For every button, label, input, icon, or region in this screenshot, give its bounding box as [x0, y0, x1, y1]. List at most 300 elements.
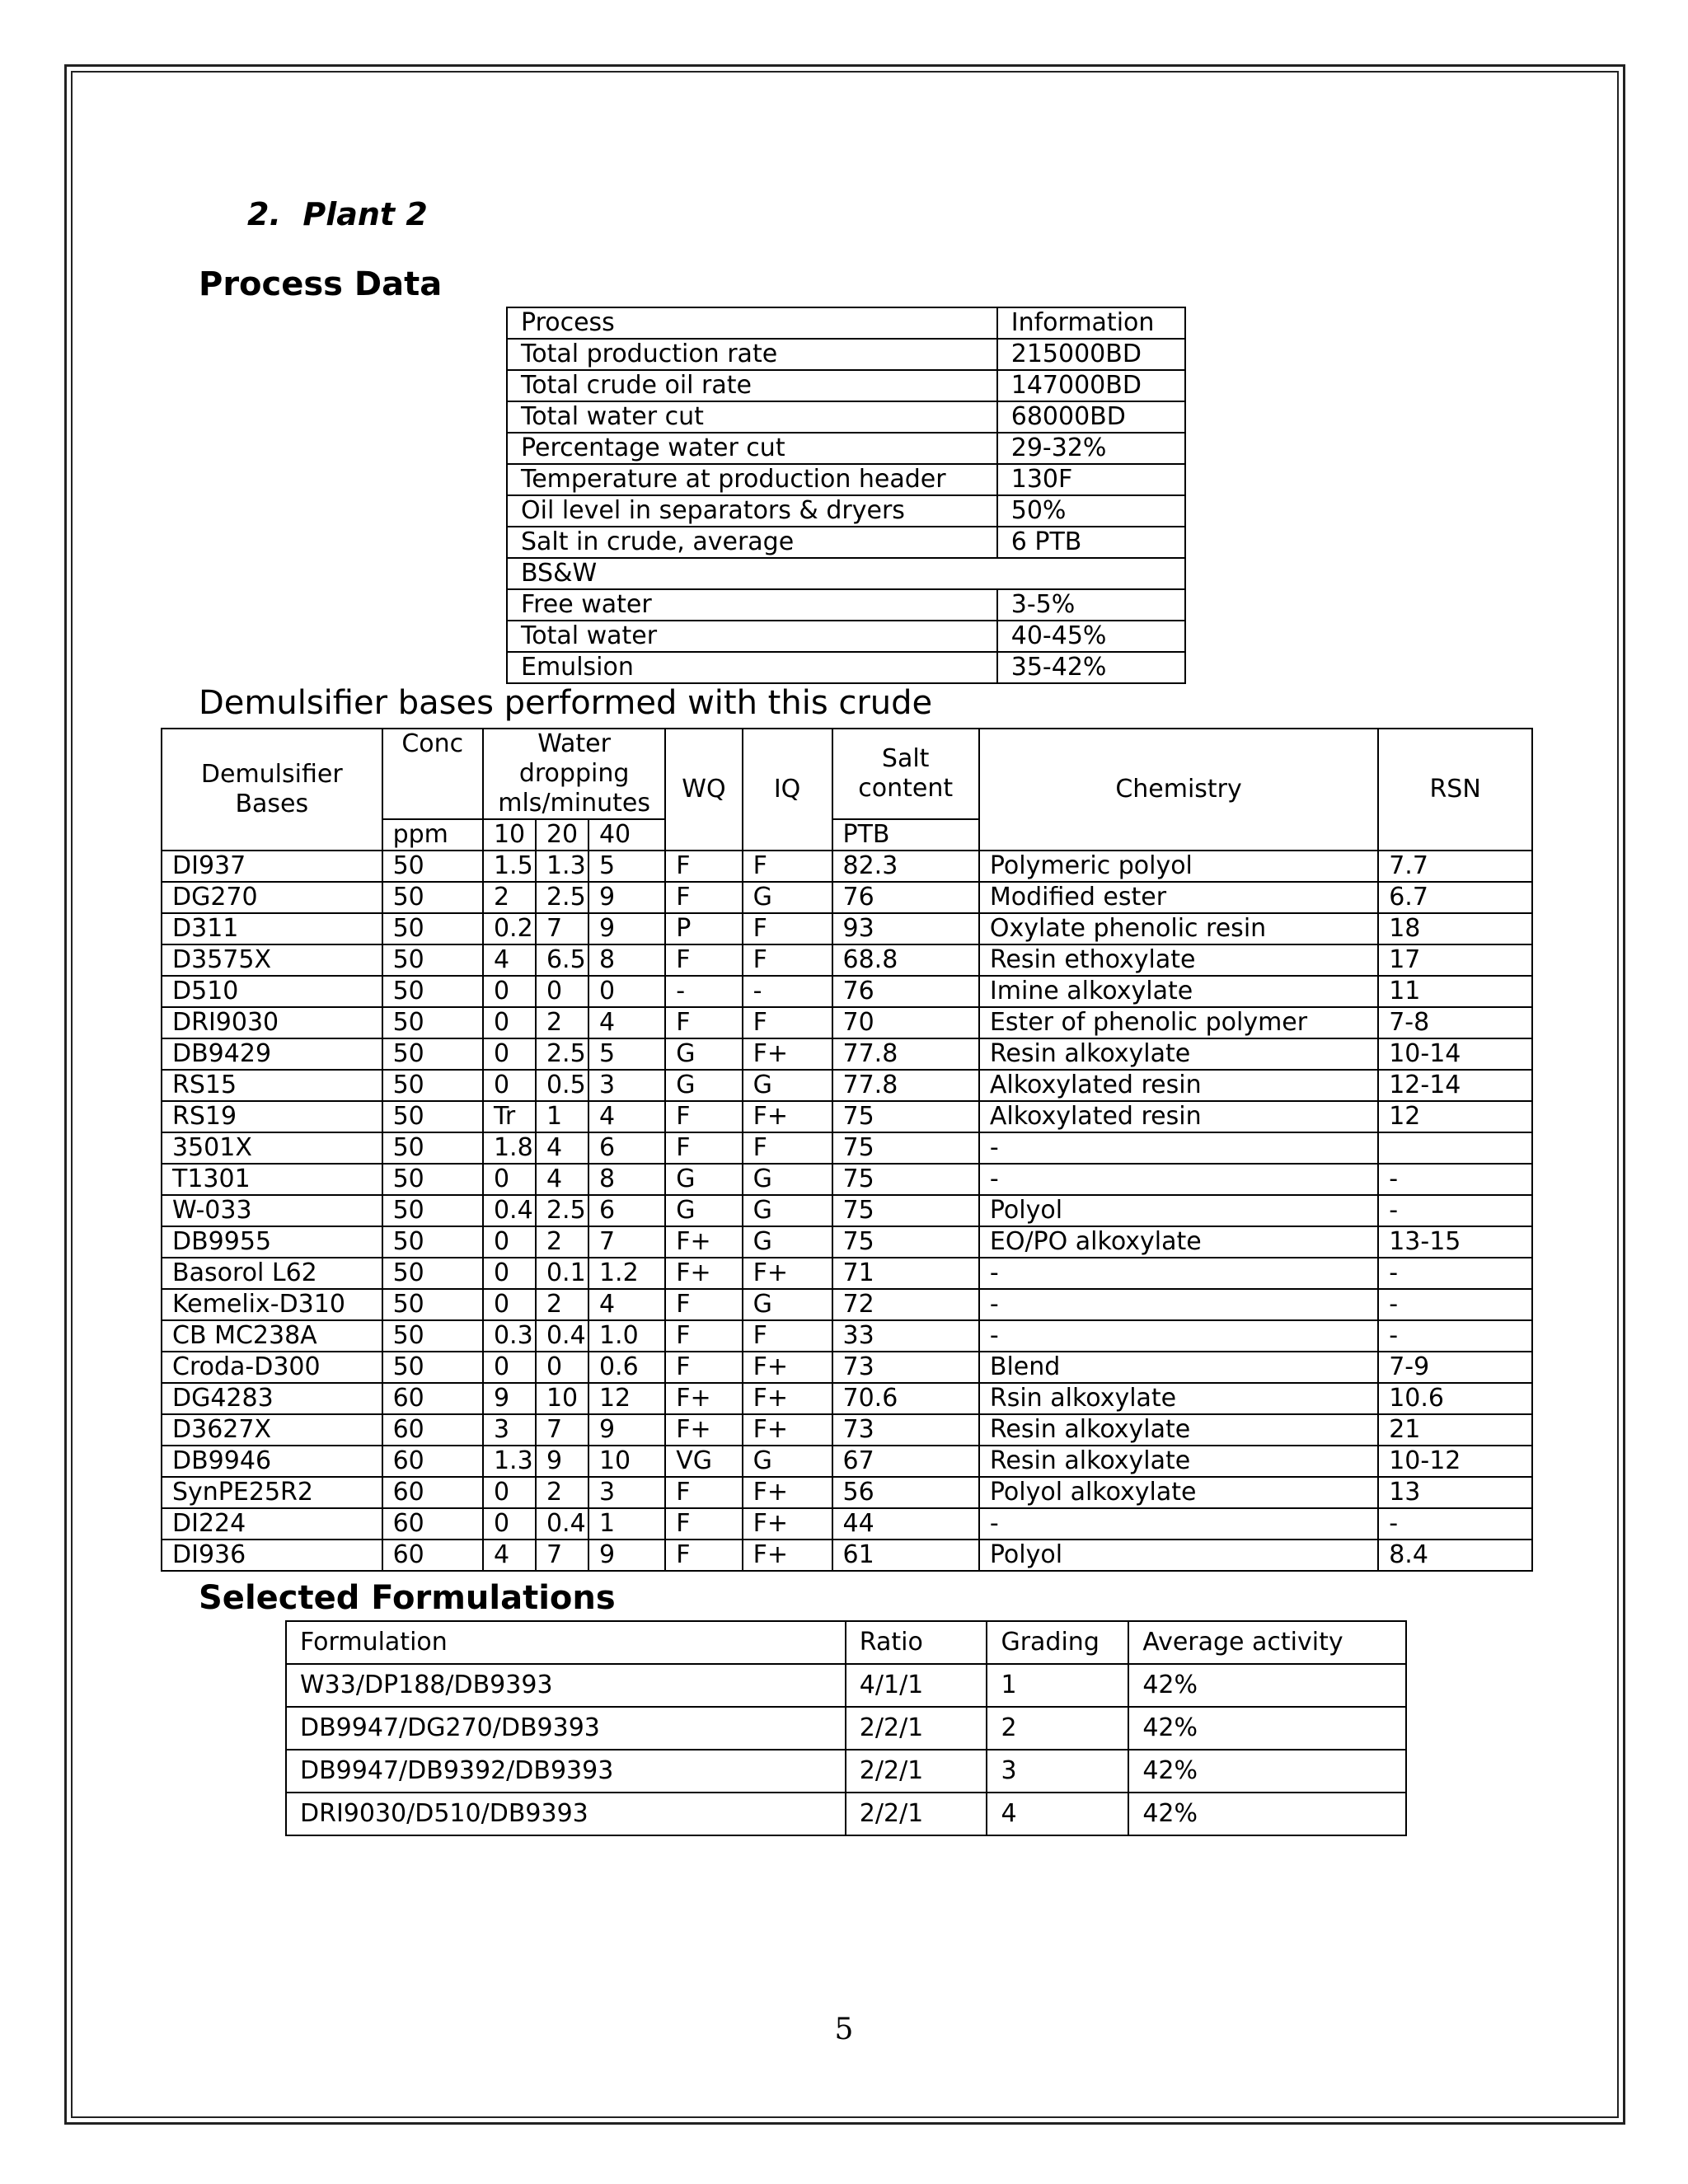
table-row: [286, 1664, 1406, 1707]
base-cell: CB MC238A: [162, 1320, 382, 1352]
wq-cell: F: [665, 1320, 742, 1352]
activity-cell: 42%: [1128, 1664, 1406, 1707]
iq-cell: F+: [743, 1038, 832, 1070]
header-ptb: PTB: [832, 819, 979, 851]
conc-cell: 50: [382, 1352, 483, 1383]
t40-cell: 4: [588, 1101, 665, 1132]
salt-cell: 76: [832, 882, 979, 913]
base-cell: RS19: [162, 1101, 382, 1132]
information-cell: 130F: [997, 464, 1185, 495]
rsn-cell: 11: [1378, 976, 1532, 1007]
table-row: [507, 464, 1185, 495]
table-row: [162, 1258, 1532, 1289]
conc-cell: 60: [382, 1540, 483, 1571]
iq-cell: G: [743, 1070, 832, 1101]
t20-cell: 0: [536, 1352, 588, 1383]
section-number: 2.: [247, 196, 281, 232]
iq-cell: F: [743, 1007, 832, 1038]
t40-cell: 1: [588, 1508, 665, 1540]
conc-cell: 50: [382, 1289, 483, 1320]
grading-cell: 1: [987, 1664, 1128, 1707]
conc-cell: 50: [382, 913, 483, 944]
iq-cell: -: [743, 976, 832, 1007]
t40-cell: 1.0: [588, 1320, 665, 1352]
conc-cell: 50: [382, 882, 483, 913]
wq-cell: F+: [665, 1258, 742, 1289]
table-row: [162, 1383, 1532, 1414]
iq-cell: F: [743, 1320, 832, 1352]
conc-cell: 50: [382, 851, 483, 882]
chemistry-cell: -: [979, 1320, 1378, 1352]
chemistry-cell: Oxylate phenolic resin: [979, 913, 1378, 944]
header-t40: 40: [588, 819, 665, 851]
table-row: [507, 589, 1185, 621]
base-cell: Croda-D300: [162, 1352, 382, 1383]
base-cell: D311: [162, 913, 382, 944]
salt-cell: 82.3: [832, 851, 979, 882]
header-iq: IQ: [743, 729, 832, 851]
wq-cell: F: [665, 1289, 742, 1320]
chemistry-cell: -: [979, 1132, 1378, 1164]
rsn-cell: 10-12: [1378, 1446, 1532, 1477]
t20-cell: 10: [536, 1383, 588, 1414]
t40-cell: 4: [588, 1007, 665, 1038]
rsn-cell: -: [1378, 1195, 1532, 1226]
t40-cell: 3: [588, 1477, 665, 1508]
conc-cell: 50: [382, 1101, 483, 1132]
table-row: [162, 976, 1532, 1007]
table-row: [162, 1226, 1532, 1258]
table-row: [286, 1707, 1406, 1750]
conc-cell: 50: [382, 1320, 483, 1352]
t10-cell: 0.2: [483, 913, 536, 944]
rsn-cell: [1378, 1132, 1532, 1164]
t20-cell: 0: [536, 976, 588, 1007]
page-number: 5: [834, 2013, 854, 2046]
t10-cell: 9: [483, 1383, 536, 1414]
process-cell: Total crude oil rate: [507, 370, 997, 401]
header-activity-cell: Average activity: [1128, 1621, 1406, 1664]
wq-cell: F: [665, 882, 742, 913]
iq-cell: F: [743, 944, 832, 976]
information-cell: 147000BD: [997, 370, 1185, 401]
header-wq: WQ: [665, 729, 742, 851]
rsn-cell: -: [1378, 1164, 1532, 1195]
table-row: [507, 527, 1185, 558]
table-row: [162, 1195, 1532, 1226]
t10-cell: 0: [483, 1477, 536, 1508]
t10-cell: 0: [483, 1258, 536, 1289]
rsn-cell: 13-15: [1378, 1226, 1532, 1258]
header-rsn: RSN: [1378, 729, 1532, 851]
rsn-cell: 13: [1378, 1477, 1532, 1508]
t10-cell: 0: [483, 1070, 536, 1101]
table-row: [162, 1320, 1532, 1352]
base-cell: D3575X: [162, 944, 382, 976]
iq-cell: F+: [743, 1477, 832, 1508]
process-header-row: [507, 307, 1185, 339]
wq-cell: G: [665, 1164, 742, 1195]
table-row: [507, 621, 1185, 652]
table-row: [507, 652, 1185, 683]
t10-cell: 2: [483, 882, 536, 913]
wq-cell: G: [665, 1070, 742, 1101]
t40-cell: 0: [588, 976, 665, 1007]
process-cell: Total water: [507, 621, 997, 652]
rsn-cell: 12-14: [1378, 1070, 1532, 1101]
section-heading: [247, 196, 428, 232]
iq-cell: F+: [743, 1414, 832, 1446]
wq-cell: F: [665, 944, 742, 976]
conc-cell: 50: [382, 1007, 483, 1038]
salt-cell: 77.8: [832, 1038, 979, 1070]
t10-cell: 4: [483, 944, 536, 976]
t20-cell: 2.5: [536, 1195, 588, 1226]
formulation-cell: W33/DP188/DB9393: [286, 1664, 846, 1707]
t20-cell: 2: [536, 1289, 588, 1320]
conc-cell: 60: [382, 1477, 483, 1508]
wq-cell: F+: [665, 1414, 742, 1446]
formulation-cell: DRI9030/D510/DB9393: [286, 1793, 846, 1835]
t40-cell: 1.2: [588, 1258, 665, 1289]
t40-cell: 9: [588, 1540, 665, 1571]
iq-cell: F+: [743, 1508, 832, 1540]
chemistry-cell: -: [979, 1508, 1378, 1540]
rsn-cell: -: [1378, 1258, 1532, 1289]
conc-cell: 50: [382, 1226, 483, 1258]
table-row: [162, 1007, 1532, 1038]
base-cell: DB9955: [162, 1226, 382, 1258]
salt-cell: 72: [832, 1289, 979, 1320]
rsn-cell: -: [1378, 1508, 1532, 1540]
base-cell: DI936: [162, 1540, 382, 1571]
t10-cell: Tr: [483, 1101, 536, 1132]
t40-cell: 8: [588, 944, 665, 976]
table-row: [507, 495, 1185, 527]
t40-cell: 5: [588, 851, 665, 882]
t10-cell: 0.3: [483, 1320, 536, 1352]
t40-cell: 6: [588, 1132, 665, 1164]
ratio-cell: 2/2/1: [846, 1750, 987, 1793]
information-cell: 215000BD: [997, 339, 1185, 370]
salt-cell: 71: [832, 1258, 979, 1289]
iq-cell: F+: [743, 1540, 832, 1571]
chemistry-cell: -: [979, 1289, 1378, 1320]
t20-cell: 7: [536, 1540, 588, 1571]
table-row: [507, 433, 1185, 464]
process-header-cell: Process: [507, 307, 997, 339]
rsn-cell: 17: [1378, 944, 1532, 976]
ratio-cell: 4/1/1: [846, 1664, 987, 1707]
iq-cell: F+: [743, 1258, 832, 1289]
activity-cell: 42%: [1128, 1793, 1406, 1835]
base-cell: D3627X: [162, 1414, 382, 1446]
iq-cell: G: [743, 1289, 832, 1320]
demulsifier-table: [161, 728, 1533, 1572]
activity-cell: 42%: [1128, 1750, 1406, 1793]
information-cell: 40-45%: [997, 621, 1185, 652]
iq-cell: F: [743, 851, 832, 882]
table-row: [162, 944, 1532, 976]
process-cell: Percentage water cut: [507, 433, 997, 464]
wq-cell: F: [665, 1477, 742, 1508]
process-data-table: [506, 307, 1186, 684]
base-cell: DRI9030: [162, 1007, 382, 1038]
chemistry-cell: Blend: [979, 1352, 1378, 1383]
conc-cell: 50: [382, 1195, 483, 1226]
t40-cell: 6: [588, 1195, 665, 1226]
base-cell: 3501X: [162, 1132, 382, 1164]
wq-cell: F: [665, 1132, 742, 1164]
wq-cell: F: [665, 851, 742, 882]
table-row: [162, 1540, 1532, 1571]
table-row: [162, 913, 1532, 944]
wq-cell: F: [665, 1101, 742, 1132]
table-row: [162, 851, 1532, 882]
header-conc: Conc: [382, 729, 483, 819]
rsn-cell: 10-14: [1378, 1038, 1532, 1070]
chemistry-cell: Imine alkoxylate: [979, 976, 1378, 1007]
t40-cell: 0.6: [588, 1352, 665, 1383]
table-row: [507, 558, 1185, 589]
salt-cell: 93: [832, 913, 979, 944]
process-cell: Free water: [507, 589, 997, 621]
base-cell: RS15: [162, 1070, 382, 1101]
iq-cell: F+: [743, 1383, 832, 1414]
t10-cell: 4: [483, 1540, 536, 1571]
formulations-table: [285, 1620, 1407, 1836]
salt-cell: 76: [832, 976, 979, 1007]
demulsifier-heading: Demulsifier bases performed with this crude: [199, 684, 933, 722]
chemistry-cell: Polyol: [979, 1540, 1378, 1571]
base-cell: Kemelix-D310: [162, 1289, 382, 1320]
activity-cell: 42%: [1128, 1707, 1406, 1750]
salt-cell: 68.8: [832, 944, 979, 976]
t20-cell: 2.5: [536, 1038, 588, 1070]
t40-cell: 9: [588, 882, 665, 913]
rsn-cell: 8.4: [1378, 1540, 1532, 1571]
t40-cell: 8: [588, 1164, 665, 1195]
rsn-cell: -: [1378, 1320, 1532, 1352]
chemistry-cell: Resin ethoxylate: [979, 944, 1378, 976]
wq-cell: F: [665, 1540, 742, 1571]
t10-cell: 0: [483, 1226, 536, 1258]
salt-cell: 33: [832, 1320, 979, 1352]
wq-cell: P: [665, 913, 742, 944]
conc-cell: 50: [382, 1132, 483, 1164]
base-cell: SynPE25R2: [162, 1477, 382, 1508]
wq-cell: -: [665, 976, 742, 1007]
iq-cell: F: [743, 1132, 832, 1164]
wq-cell: F: [665, 1007, 742, 1038]
process-cell: Salt in crude, average: [507, 527, 997, 558]
formulation-cell: DB9947/DB9392/DB9393: [286, 1750, 846, 1793]
t20-cell: 7: [536, 1414, 588, 1446]
base-cell: DI224: [162, 1508, 382, 1540]
t10-cell: 3: [483, 1414, 536, 1446]
t20-cell: 2: [536, 1477, 588, 1508]
information-cell: 29-32%: [997, 433, 1185, 464]
process-cell: Oil level in separators & dryers: [507, 495, 997, 527]
chemistry-cell: -: [979, 1164, 1378, 1195]
chemistry-cell: Resin alkoxylate: [979, 1038, 1378, 1070]
salt-cell: 56: [832, 1477, 979, 1508]
t40-cell: 12: [588, 1383, 665, 1414]
grading-cell: 3: [987, 1750, 1128, 1793]
t20-cell: 1: [536, 1101, 588, 1132]
chemistry-cell: -: [979, 1258, 1378, 1289]
grading-cell: 2: [987, 1707, 1128, 1750]
process-cell: Emulsion: [507, 652, 997, 683]
rsn-cell: 7-9: [1378, 1352, 1532, 1383]
selected-formulations-heading: Selected Formulations: [199, 1579, 616, 1617]
rsn-cell: 6.7: [1378, 882, 1532, 913]
ratio-cell: 2/2/1: [846, 1707, 987, 1750]
header-t10: 10: [483, 819, 536, 851]
table-row: [507, 401, 1185, 433]
wq-cell: F+: [665, 1383, 742, 1414]
rsn-cell: 7.7: [1378, 851, 1532, 882]
iq-cell: F: [743, 913, 832, 944]
rsn-cell: 12: [1378, 1101, 1532, 1132]
salt-cell: 75: [832, 1132, 979, 1164]
header-chemistry: Chemistry: [979, 729, 1378, 851]
t20-cell: 2.5: [536, 882, 588, 913]
base-cell: D510: [162, 976, 382, 1007]
t20-cell: 0.4: [536, 1320, 588, 1352]
t20-cell: 2: [536, 1007, 588, 1038]
conc-cell: 60: [382, 1414, 483, 1446]
formulations-header-row: [286, 1621, 1406, 1664]
table-row: [286, 1793, 1406, 1835]
t20-cell: 2: [536, 1226, 588, 1258]
grading-cell: 4: [987, 1793, 1128, 1835]
chemistry-cell: Modified ester: [979, 882, 1378, 913]
t20-cell: 9: [536, 1446, 588, 1477]
base-cell: T1301: [162, 1164, 382, 1195]
t40-cell: 5: [588, 1038, 665, 1070]
table-row: [162, 1038, 1532, 1070]
t10-cell: 0: [483, 1007, 536, 1038]
salt-cell: 61: [832, 1540, 979, 1571]
t40-cell: 9: [588, 913, 665, 944]
wq-cell: F: [665, 1352, 742, 1383]
table-row: [162, 1101, 1532, 1132]
table-row: [162, 882, 1532, 913]
table-row: [286, 1750, 1406, 1793]
salt-cell: 75: [832, 1101, 979, 1132]
header-t20: 20: [536, 819, 588, 851]
salt-cell: 67: [832, 1446, 979, 1477]
salt-cell: 75: [832, 1226, 979, 1258]
header-salt-content: Salt content: [832, 729, 979, 819]
information-cell: 6 PTB: [997, 527, 1185, 558]
iq-cell: G: [743, 882, 832, 913]
wq-cell: F: [665, 1508, 742, 1540]
header-formulation-cell: Formulation: [286, 1621, 846, 1664]
t20-cell: 1.3: [536, 851, 588, 882]
t10-cell: 1.8: [483, 1132, 536, 1164]
t10-cell: 1.3: [483, 1446, 536, 1477]
table-row: [162, 1477, 1532, 1508]
chemistry-cell: Rsin alkoxylate: [979, 1383, 1378, 1414]
conc-cell: 60: [382, 1383, 483, 1414]
t20-cell: 4: [536, 1132, 588, 1164]
process-cell: Total production rate: [507, 339, 997, 370]
iq-cell: G: [743, 1446, 832, 1477]
chemistry-cell: Alkoxylated resin: [979, 1070, 1378, 1101]
t20-cell: 4: [536, 1164, 588, 1195]
t10-cell: 0: [483, 1508, 536, 1540]
iq-cell: F+: [743, 1101, 832, 1132]
chemistry-cell: Resin alkoxylate: [979, 1446, 1378, 1477]
salt-cell: 44: [832, 1508, 979, 1540]
chemistry-cell: Polymeric polyol: [979, 851, 1378, 882]
base-cell: DG4283: [162, 1383, 382, 1414]
header-ppm: ppm: [382, 819, 483, 851]
wq-cell: G: [665, 1195, 742, 1226]
t40-cell: 9: [588, 1414, 665, 1446]
t10-cell: 0: [483, 1289, 536, 1320]
t10-cell: 0: [483, 976, 536, 1007]
information-cell: 68000BD: [997, 401, 1185, 433]
formulation-cell: DB9947/DG270/DB9393: [286, 1707, 846, 1750]
t20-cell: 0.1: [536, 1258, 588, 1289]
base-cell: W-033: [162, 1195, 382, 1226]
table-row: [162, 1289, 1532, 1320]
chemistry-cell: Polyol alkoxylate: [979, 1477, 1378, 1508]
wq-cell: G: [665, 1038, 742, 1070]
iq-cell: G: [743, 1164, 832, 1195]
conc-cell: 50: [382, 1070, 483, 1101]
salt-cell: 75: [832, 1195, 979, 1226]
t40-cell: 7: [588, 1226, 665, 1258]
conc-cell: 50: [382, 1258, 483, 1289]
table-row: [507, 339, 1185, 370]
header-water-dropping: Water dropping mls/minutes: [483, 729, 665, 819]
t40-cell: 3: [588, 1070, 665, 1101]
t10-cell: 0: [483, 1164, 536, 1195]
salt-cell: 70.6: [832, 1383, 979, 1414]
table-row: [162, 1446, 1532, 1477]
process-cell: BS&W: [507, 558, 1185, 589]
conc-cell: 50: [382, 976, 483, 1007]
base-cell: DI937: [162, 851, 382, 882]
t10-cell: 0: [483, 1352, 536, 1383]
process-data-heading: Process Data: [199, 265, 443, 303]
salt-cell: 77.8: [832, 1070, 979, 1101]
rsn-cell: 18: [1378, 913, 1532, 944]
conc-cell: 50: [382, 1038, 483, 1070]
base-cell: DG270: [162, 882, 382, 913]
rsn-cell: -: [1378, 1289, 1532, 1320]
chemistry-cell: EO/PO alkoxylate: [979, 1226, 1378, 1258]
t20-cell: 0.5: [536, 1070, 588, 1101]
rsn-cell: 21: [1378, 1414, 1532, 1446]
t10-cell: 0.4: [483, 1195, 536, 1226]
information-header-cell: Information: [997, 307, 1185, 339]
chemistry-cell: Ester of phenolic polymer: [979, 1007, 1378, 1038]
ratio-cell: 2/2/1: [846, 1793, 987, 1835]
iq-cell: G: [743, 1226, 832, 1258]
section-title: Plant 2: [302, 196, 428, 232]
table-row: [162, 1132, 1532, 1164]
conc-cell: 60: [382, 1508, 483, 1540]
table-row: [162, 1414, 1532, 1446]
t20-cell: 7: [536, 913, 588, 944]
header-bases: Demulsifier Bases: [162, 729, 382, 851]
wq-cell: VG: [665, 1446, 742, 1477]
